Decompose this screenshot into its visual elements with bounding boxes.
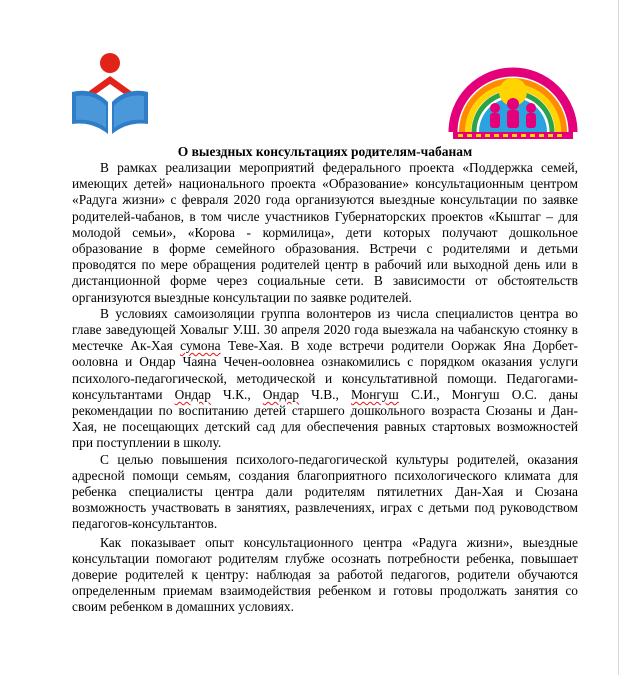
document-title: О выездных консультациях родителям-чабанам [177,144,473,159]
paragraph [72,306,578,452]
paragraph [72,160,578,306]
paragraph-text: С.И., Монгуш О.С. даны рекомендации по воспитанию детей старшего дошкольного возраста Сюзаны и Дан-Хая, не посещающих детский сад для обеспечения равных стартовых возможностей при поступлении в школу. [72,386,578,451]
paragraph-text: Теве-Хая. В ходе встречи родители Ооржак Яна Дорбет-ооловна и Ондар Чаяна Чечен-ооловнеа ознакомились с порядком оказания услуги психолого-педагогической, методической и консультативной помощи. Педагогами-консультантами [72,338,579,402]
paragraph-text: Ч.К., [210,386,263,402]
paragraph [72,535,578,616]
paragraph-text: В условиях самоизоляции группа волонтеров из числа специалистов центра во главе заведующей Ховалыг У.Ш. 30 апреля 2020 года выезжала на чабанскую стоянку в местечке Ак-Хая [72,305,578,354]
spellcheck-word: Ондар [262,386,300,402]
paragraph-text: С целью повышения психолого-педагогической культуры родителей, оказания адресной помощи семьям, создания благоприятного психологического климата для ребенка специалисты центра дали родителям пятилетних Дан-Хая и Сюзана возможность участвовать в занятиях, развлечениях, играх с детьми под руководством педагогов-консультантов. [72,451,578,532]
open-book-person-icon [70,50,150,135]
rainbow-family-icon [448,52,578,142]
spellcheck-word: сумона [180,338,221,354]
spellcheck-word: Ондар [174,386,211,402]
spellcheck-word: Монгуш [350,386,399,402]
paragraph [72,452,578,533]
paragraph-text: Как показывает опыт консультационного центра «Радуга жизни», выездные консультации помогают родителям глубже осознать потребности ребенка, повышает доверие родителей к центру: наблюдая за работой педагогов, родители обучаются определенным приемам взаимодействия ребенком и готовы продолжать занятия со своим ребенком в домашних условиях. [72,534,578,615]
document-body [72,160,578,616]
paragraph-text: Ч.В., [299,386,351,402]
paragraph-text: В рамках реализации мероприятий федерального проекта «Поддержка семей, имеющих детей» национального проекта «Образование» консультационным центром «Радуга жизни» с февраля 2020 года организуются выездные консультации по заявке родителей-чабанов, в том числе участников Губернаторских проектов «Кыштаг – для молодой семьи», «Корова - кормилица», дети которых получают дошкольное образование в форме семейного образования. Встречи с родителями и детьми проводятся по мере обращения родителей центр в рабочий или выходной день или в дистанционной форме через социальные сети. В зависимости от обстоятельств организуются выездные консультации по заявке родителей. [72,160,578,305]
